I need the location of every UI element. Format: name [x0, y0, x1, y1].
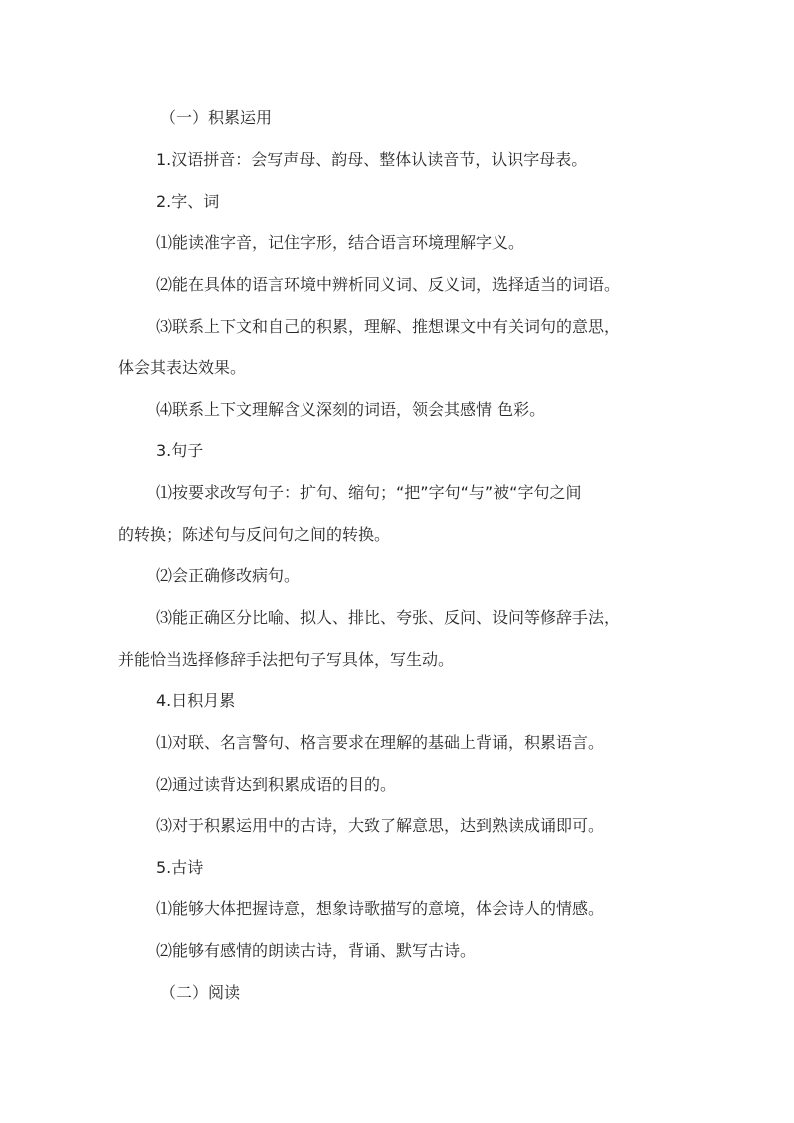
list-item-continuation: 并能恰当选择修辞手法把句子写具体，写生动。 [118, 650, 455, 669]
list-item: ⑶联系上下文和自己的积累，理解、推想课文中有关词句的意思， [156, 317, 621, 336]
list-item: ⑵通过读背达到积累成语的目的。 [156, 775, 397, 794]
list-item: ⑶对于积累运用中的古诗，大致了解意思，达到熟读成诵即可。 [156, 816, 605, 835]
list-item: ⑷联系上下文理解含义深刻的词语，领会其感情 色彩。 [156, 400, 546, 419]
list-item: ⑵能够有感情的朗读古诗，背诵、默写古诗。 [156, 941, 477, 960]
list-item: ⑵会正确修改病句。 [156, 566, 301, 585]
list-item: ⑴能读准字音，记住字形，结合语言环境理解字义。 [156, 233, 525, 252]
subheading-daily-accumulation: 4.日积月累 [156, 691, 236, 710]
list-item-continuation: 体会其表达效果。 [118, 358, 247, 377]
subheading-characters-words: 2.字、词 [156, 192, 220, 211]
subheading-sentences: 3.句子 [156, 441, 204, 460]
list-item: ⑴对联、名言警句、格言要求在理解的基础上背诵，积累语言。 [156, 733, 605, 752]
section-heading-reading: （二）阅读 [160, 983, 241, 1002]
paragraph-pinyin: 1.汉语拼音：会写声母、韵母、整体认读音节，认识字母表。 [156, 150, 588, 169]
section-heading-accumulation: （一）积累运用 [160, 108, 273, 127]
list-item-continuation: 的转换；陈述句与反问句之间的转换。 [118, 525, 391, 544]
subheading-ancient-poems: 5.古诗 [156, 858, 204, 877]
list-item: ⑴能够大体把握诗意，想象诗歌描写的意境，体会诗人的情感。 [156, 899, 605, 918]
list-item: ⑵能在具体的语言环境中辨析同义词、反义词，选择适当的词语。 [156, 275, 621, 294]
list-item: ⑴按要求改写句子：扩句、缩句；“把”字句“与”被“字句之间 [156, 483, 582, 502]
list-item: ⑶能正确区分比喻、拟人、排比、夸张、反问、设问等修辞手法， [156, 608, 621, 627]
